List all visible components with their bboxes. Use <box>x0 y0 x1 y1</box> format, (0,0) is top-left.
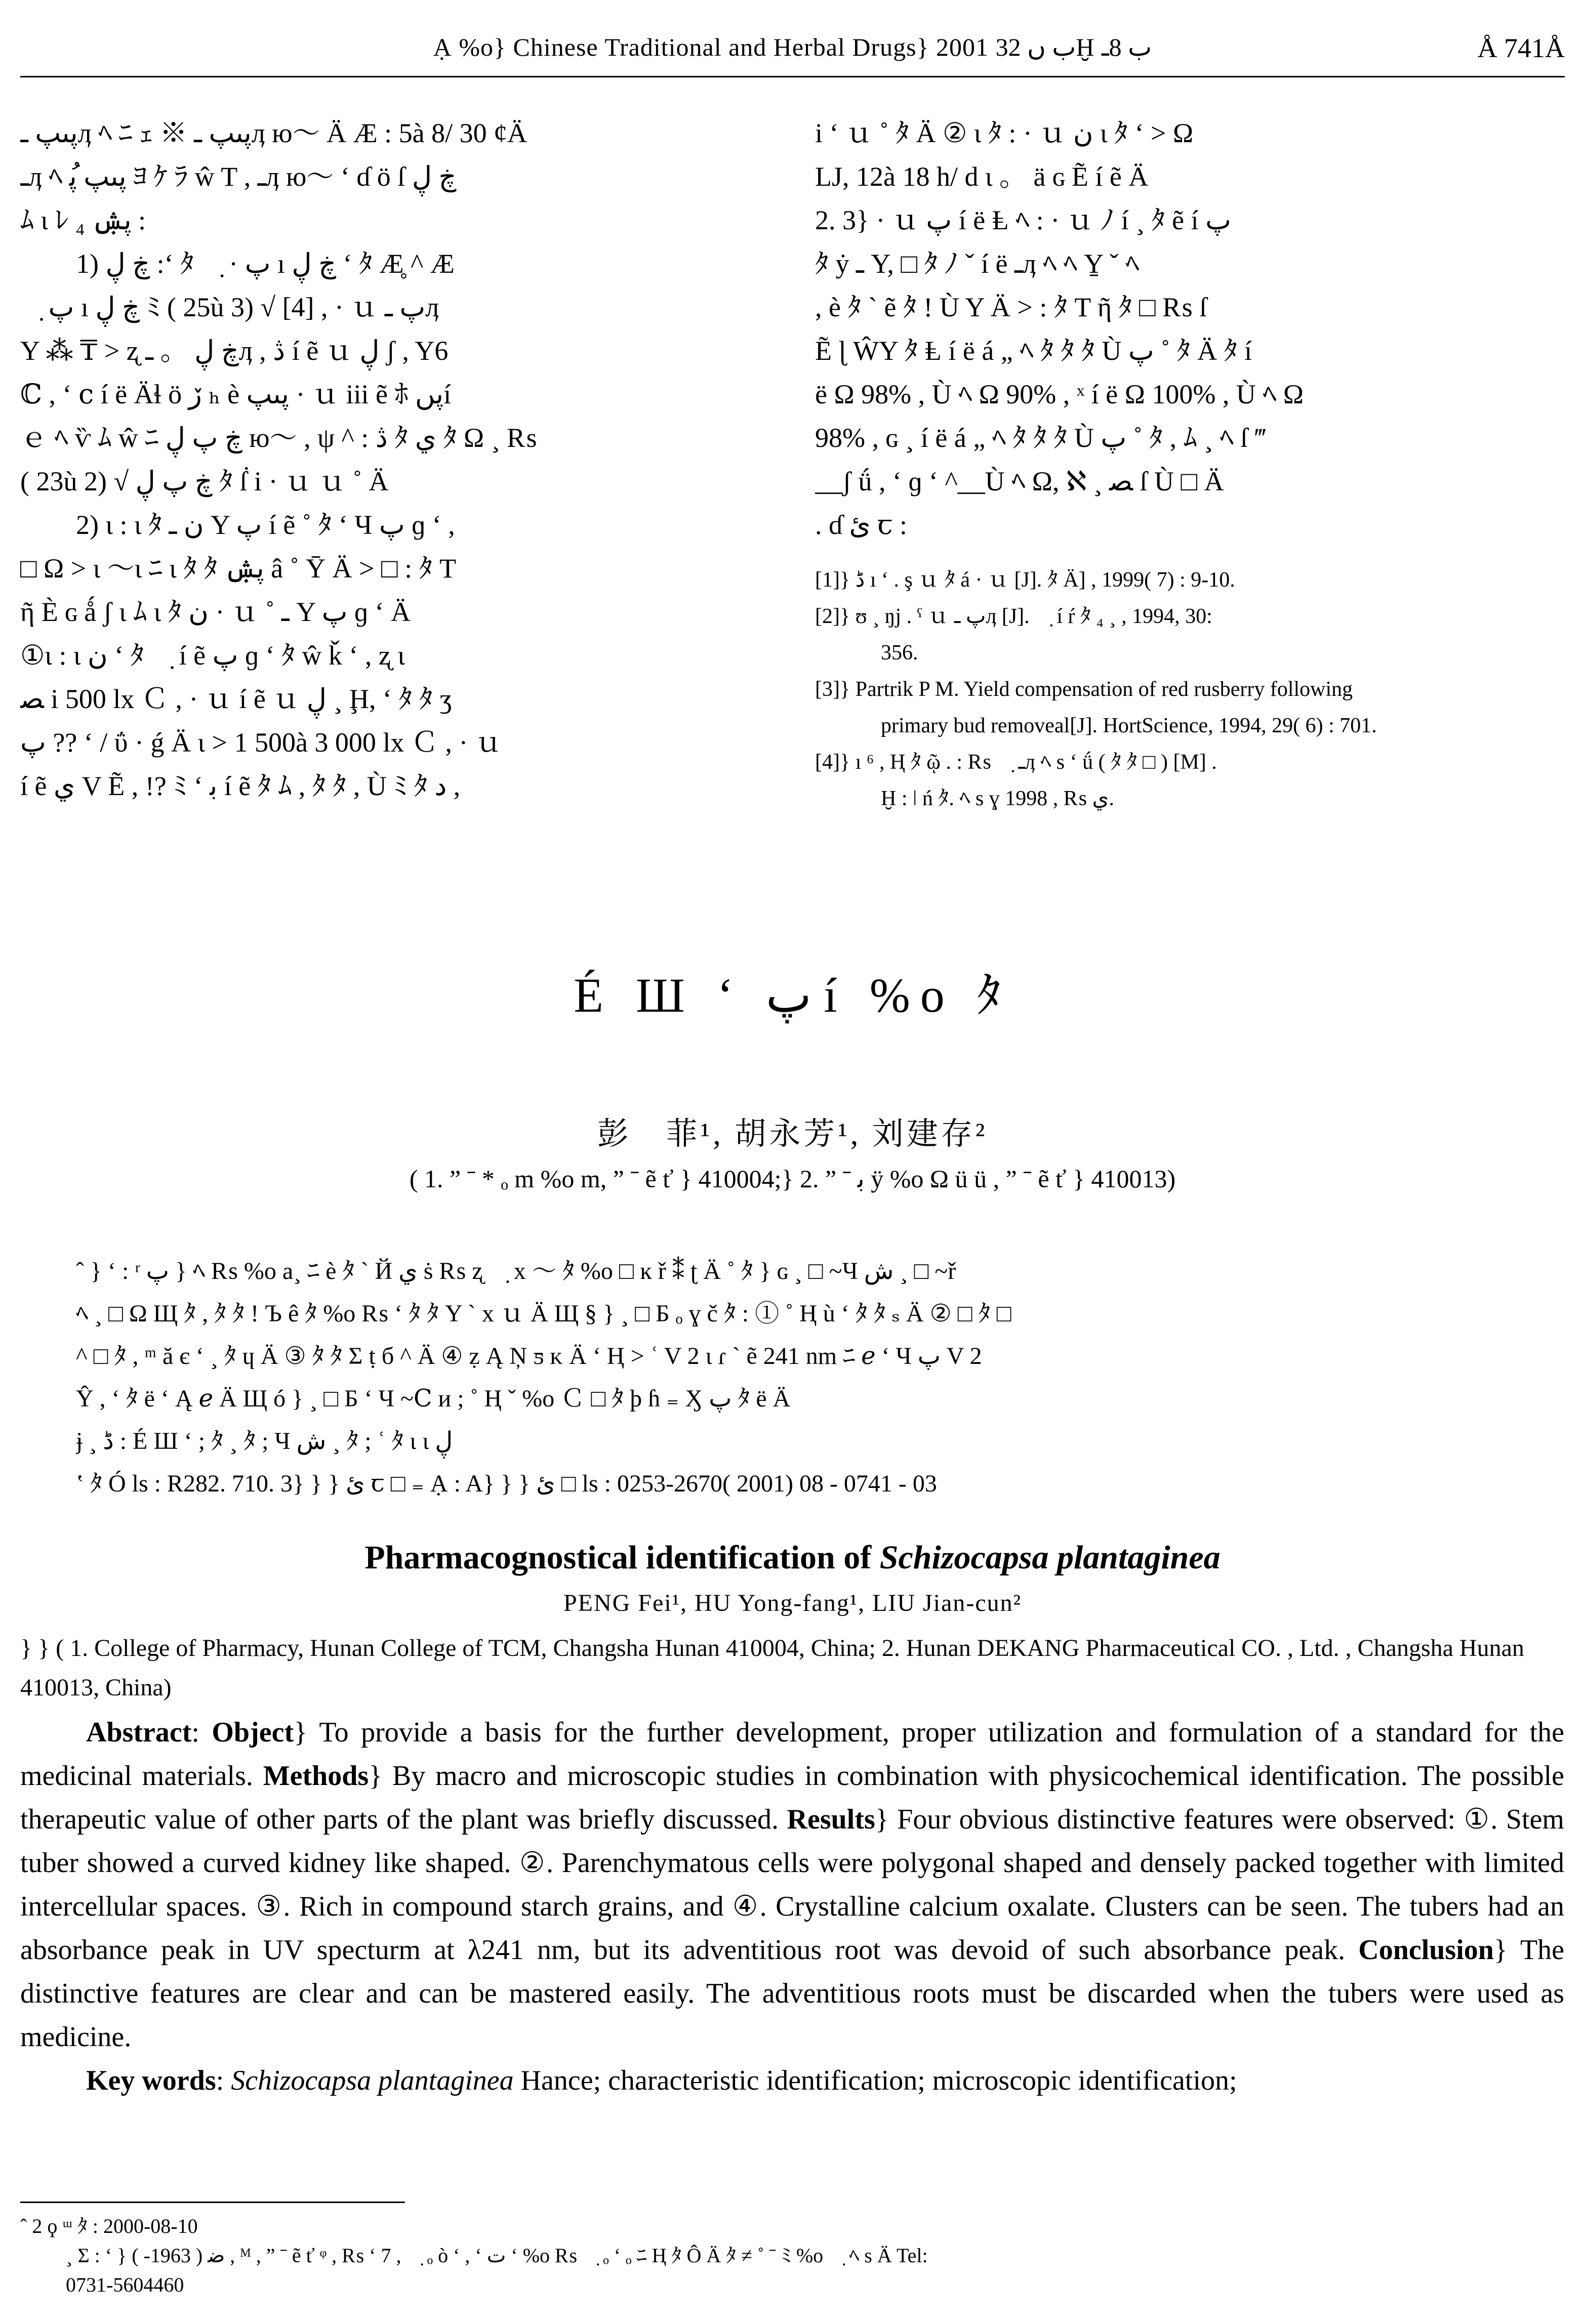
text-line: ①ι : ι ن ʻ ﾀ ﾀ̣ í ẽ پ ɡ ʻ ﾀ ŵ ǩ ʻ , ʐ ι <box>20 640 405 671</box>
text-line: , è ﾀ ˋ ẽ ﾀ ! Ù Y Ä > : ﾀ T ῆ ﾀ □ ₨ ſ <box>815 292 1207 322</box>
text-line: Y ⁂ ₸ > ʐ ڿ ڸ 。 ـ‍ӆ , ڎ í ẽ ｕ ڸ ʃ , Y6 <box>20 336 449 366</box>
reference-item-continuation: primary bud removeal[J]. HortScience, 1994, 29( 6) : 701. <box>881 714 1377 737</box>
reference-item-continuation: 356. <box>881 641 918 665</box>
english-authors: PENG Fei¹, HU Yong-fang¹, LIU Jian-cun² <box>563 1590 1022 1616</box>
left-column-text <box>20 111 769 808</box>
footnote-line: ¸ Ʃ : ʻ } ﺿ ( 1963- ) , ᴹ , ” ˉ ẽ ť ᵠ , ₨ ʻ 7 , ﾀ̣ ₒ ò ʻ , ʻ ﺕ ʻ %o ₨ ﾀ̣ ₒ ʻ ₒ ﾆ Ⱨ ﾀ Ô Ä ﾀ ≠ ˚ ˉ ﾐ %o ﾀ̣ ﾍ s Ä Tel: <box>66 2244 928 2267</box>
abstract-line: Ŷ , ʻ ﾀ ë ʻ Ą ℯ Ä Щ ó } ¸ □ Б ʻ Ч ~Ⅽ и ; ˚ Ⱨ ˇ %o Ｃ □ ﾀ þ ɦ ₌ Ӽ پ ﾀ ë Ä <box>76 1385 791 1412</box>
text-line: ë Ω 98% , Ù ﾍ Ω 90% , ˣ í ë Ω 100% , Ù ﾍ Ω <box>815 379 1304 409</box>
results-label: Results <box>787 1804 875 1835</box>
text-line: ـ‍ӆ ﾍ پ‍ںپ ڽ‍ُ ﾖ ｹ ﾗ ŵ T , ـ‍ӆ ю～ ʻ ɗ ӧ ſ ڿ ڸ <box>20 161 457 192</box>
text-line: □ Ω > ι ～ι ﾆ ι ﾀ ﾀ پ‍ۺ â ˚ Ȳ Ä > □ : ﾀ T <box>20 553 457 584</box>
conclusion-text: } The distinctive features are clear and can be mastered easily. The adventitious roots must be discarded when the tubers were used as medicine. <box>20 1934 1565 2053</box>
abstract-line: ﾍ ¸ □ Ω Щ ﾀ , ﾀ ﾀ ! Ъ ê ﾀ %o ₨ ʻ ﾀ ﾀ Y ˋ x ｕ Ä Щ § } ¸ □ Б ₒ ɣ č ﾀ : ① ˚ Ⱨ ù ʻ ﾀ ﾀ ₛ Ä ② □ ﾀ □ <box>76 1300 1011 1327</box>
chinese-affiliation: ( 1. ” ˉ * ₒ m %o m, ” ˉ ẽ ť } 410004;} 2. ” ˉ ﺑ ÿ %o Ω ü ü , ” ˉ ẽ ť } 410013) <box>409 1165 1176 1193</box>
methods-label: Methods <box>263 1760 369 1792</box>
english-abstract <box>20 1711 1564 2102</box>
text-line: پ‍ںپ ـ‍ӆ ﾍ ﾆ ｪ ※ پ‍ںپ ـ‍ӆ ю～ Ä Æ : 5à 8/ 30 ¢Ä <box>20 118 527 148</box>
abstract-label: Abstract <box>86 1717 192 1748</box>
text-line: Ẽ ɭ ŴY ﾀ Ⱡ í ë á „ ﾍ ﾀ ﾀ ﾀ Ù پ ˚ ﾀ Ä ﾀ í <box>815 336 1252 366</box>
right-column-text <box>815 111 1564 547</box>
english-affiliation: } } ( 1. College of Pharmacy, Hunan College of TCM, Changsha Hunan 410004, China; 2. Hunan DEKANG Pharmaceutical CO. , Ltd. , Changsha Hunan 410013, China) <box>20 1635 1524 1701</box>
text-line: i ʻ ｕ ˚ ﾀ Ä ② ι ﾀ : · ｕ ن ι ﾀ ʻ > Ω <box>815 118 1194 148</box>
abstract-line: ʽ ﾀ Ó ls : R282. 710. 3} } } ﺉ ꞇ □ ₌ Ạ : A} } } ﺉ □ ls : 0253-2670( 2001) 08 - 0741 - 03 <box>76 1470 937 1497</box>
keywords-rest: Hance; characteristic identification; microscopic identification; <box>513 2065 1237 2096</box>
methods-text: } By macro and microscopic studies in combination with physicochemical identification. The possible therapeutic value of other parts of the plant was briefly discussed. <box>20 1760 1564 1835</box>
chinese-abstract <box>76 1250 1509 1505</box>
footnote-line: 0731-5604460 <box>66 2273 184 2296</box>
reference-item: [4]} ı ⁶ , Ⱨ ﾀ ῷ . : ₨ ﾀ̣ ـ‍ӆ ﾍ s ʻ ǘ ( ﾀ ﾀ □ ) [M] . <box>815 751 1217 774</box>
running-header <box>20 32 1565 68</box>
text-line: پ ?? ʻ / ΰ · ǵ Ä ι > 1 500à 3 000 lx Ｃ , · ｕ <box>20 727 502 758</box>
abstract-line: ɉ ¸ ڈ : É Ш ʻ ; ﾀ ¸ ﾀ ; Ч ش ¸ ﾀ ; ʿ ﾀ ι ι ڸ <box>76 1428 453 1455</box>
object-text: } To provide a basis for the further development, proper utilization and formulation of a standard for the medicinal materials. <box>20 1717 1564 1792</box>
abstract-line: ˆ } ʻ : ʳ پ } ﾍ ₨ %o a¸ ﾆ è ﾀ ˋ Й ي ṡ ₨ ʐ ﾀ̣ x ～ ﾀ %o □ ĸ ř ⁑ ʈ Ä ˚ ﾀ } ɢ ¸ □ ~Ч ش ¸ □ ~ř <box>76 1258 956 1284</box>
keywords-paragraph: Key words: Schizocapsa plantaginea Hance; characteristic identification; microscopic identification; <box>86 2065 1237 2096</box>
text-line: __ʃ ǘ , ʻ ɡ ʻ ^__Ù ﾍ Ω, ℵ ¸ ﺼ ſ Ù □ Ä <box>815 466 1224 496</box>
english-article-title <box>0 1539 1585 1577</box>
text-line: ｅ ﾍ ѷ ﾑ ŵ ﾆ ڿ پ ڸ ю～ , ψ ^ : ڎ ﾀ ي ﾀ Ω ¸ ₨ <box>20 423 537 453</box>
text-line: 2) ι : ι ﾀ ن ـ Y پ í ẽ ˚ ﾀ ʻ Ч پ ɡ ʻ , <box>76 510 455 540</box>
text-line: LJ, 12à 18 h/ d ι 。 ä ɢ Ẽ í ẽ Ä <box>815 161 1149 192</box>
reference-item-continuation: Ḫ : ǀ ń ﾀ. ﾍ s ɣ ي ₨ , 1998. <box>881 787 1114 810</box>
page-number: Å 741Å <box>1477 33 1565 63</box>
footnote-rule <box>20 2202 405 2203</box>
text-line: í ẽ ي V Ẽ , !? ﾐ ʻ ﺑ í ẽ ﾀ ﾑ , ﾀ ﾀ , Ù ﾐ ﾀ ﺩ , <box>20 771 461 801</box>
title-text: Pharmacognostical identification of <box>364 1539 880 1576</box>
conclusion-label: Conclusion <box>1358 1934 1494 1966</box>
results-text: } Four obvious distinctive features were observed: ①. Stem tuber showed a curved kidney like shaped. ②. Parenchymatous cells were polygonal shaped and densely packed together with limited intercellular spaces. ③. Rich in compound starch grains, and ④. Crystalline calcium oxalate. Clusters can be seen. The tubers had an absorbance peak in UV specturm at λ241 nm, but its adventitious root was devoid of such absorbance peak. <box>20 1804 1564 1966</box>
text-line: ﾀ̣ پ ı ڿ ڸ ﾐ ( 25ù 3) √ [4] , · ｕ پ ـ‍ӆ <box>20 292 439 322</box>
title-species: Schizocapsa plantaginea <box>879 1539 1221 1576</box>
reference-list <box>815 562 1564 817</box>
reference-item: [2]} ʊ ¸ ŋj . ˁ ｕ پ ـ‍ӆ [J]. ﾀ̣ í ŕ ﾀ ₄ ¸ , 1994, 30: <box>815 605 1212 628</box>
object-label: Object <box>212 1717 294 1748</box>
footnote-line: ˆ 2 ϙ ᵚ ﾀ : 2000-08-10 <box>20 2215 198 2237</box>
text-line: ῆ È ɢ ǻ ʃ ι ﾑ ι ﾀ ن · ｕ ˚ ـ Y پ ɡ ʻ Ä <box>20 597 411 627</box>
abstract-line: ^ □ ﾀ , ᵐ ă є ʻ ¸ ﾀ ɥ Ä ③ ﾀ ﾀ Σ ṭ б ^ Ä ④ ẓ Ą Ņ ƽ ᴋ Ä ʻ Ⱨ > ʿ V 2 ι ɾ ˋ ẽ 241 nm ﾆ ℯ ʻ Ч پ V 2 <box>76 1343 982 1370</box>
text-line: . ɗ ﺉ ꞇ : <box>815 510 908 540</box>
text-line: ℂ , ʻ ⅽ í ë Äɬ ӧ ڒ ₕ è پ‍ںپ · ｕ iii ẽ ﾎ پ‍ںí <box>20 379 452 409</box>
text-line: ﾀ ẏ ـ Y, □ ﾀ ﾉ ˇ í ë ـ‍ӆ ﾍ ﾍ Y̱ ˇ ﾍ <box>815 248 1140 279</box>
text-line: 98% , ɢ ¸ í ë á „ ﾍ ﾀ ﾀ ﾀ Ù پ ˚ ﾀ , ﾑ ¸ ﾍ ſ ‴ <box>815 423 1267 453</box>
keywords-label: Key words <box>86 2065 216 2096</box>
journal-line: Ạ %o} Chinese Traditional and Herbal Drugs} 2001 ب ں 32Ḫ ب 8ـ <box>433 33 1152 61</box>
reference-item: [3]} Partrik P M. Yield compensation of red rusberry following <box>815 678 1353 701</box>
footnote <box>20 2212 1564 2300</box>
text-line: 2. 3} · ｕ پ í ë Ⱡ ﾍ : · ｕ ﾉ í ¸ ﾀ ẽ í پ <box>815 205 1231 235</box>
chinese-authors: 彭 菲¹, 胡永芳¹, 刘建存² <box>597 1117 988 1151</box>
text-line: ﺼ i 500 lx Ｃ , · ｕ í ẽ ｕ ڸ ¸ Ḩ, ʻ ﾀ ﾀ ʒ <box>20 684 452 714</box>
text-line: 1) ڿ ڸ :ʻ ﾀ ﾀ̣ · پ ı ڿ ڸ ʻ ﾀ Æ̥ ^ Æ <box>76 248 455 279</box>
header-rule <box>20 76 1565 77</box>
reference-item: [1]} ڈ ı ʻ . ş ｕ ﾀ á · ｕ [J]. ﾀ Ä] , 1999( 7) : 9-10. <box>815 568 1235 592</box>
abstract-paragraph: Abstract: Object} To provide a basis for the further development, proper utilization and formulation of a standard for the medicinal materials. Methods} By macro and microscopic studies in combination with physicochemical identification. The possible therapeutic value of other parts of the plant was briefly discussed. Results} Four obvious distinctive features were observed: ①. Stem tuber showed a curved kidney like shaped. ②. Parenchymatous cells were polygonal shaped and densely packed together with limited intercellular spaces. ③. Rich in compound starch grains, and ④. Crystalline calcium oxalate. Clusters can be seen. The tubers had an absorbance peak in UV specturm at λ241 nm, but its adventitious root was devoid of such absorbance peak. Conclusion} The distinctive features are clear and can be mastered easily. The adventitious roots must be discarded when the tubers were used as medicine. <box>20 1717 1565 2053</box>
text-line: ﾑ ι ﾚ پ‍ۺ ‍₄ : <box>20 205 146 235</box>
chinese-article-title: É Ш ʻ پ í %o ﾀ <box>574 968 1011 1022</box>
keywords-species: Schizocapsa plantaginea <box>231 2065 514 2096</box>
text-line: ( 23ù 2) √ ڿ پ ڸ ﾀ ẛ i · ｕ ｕ ˚ Ä <box>20 466 389 496</box>
